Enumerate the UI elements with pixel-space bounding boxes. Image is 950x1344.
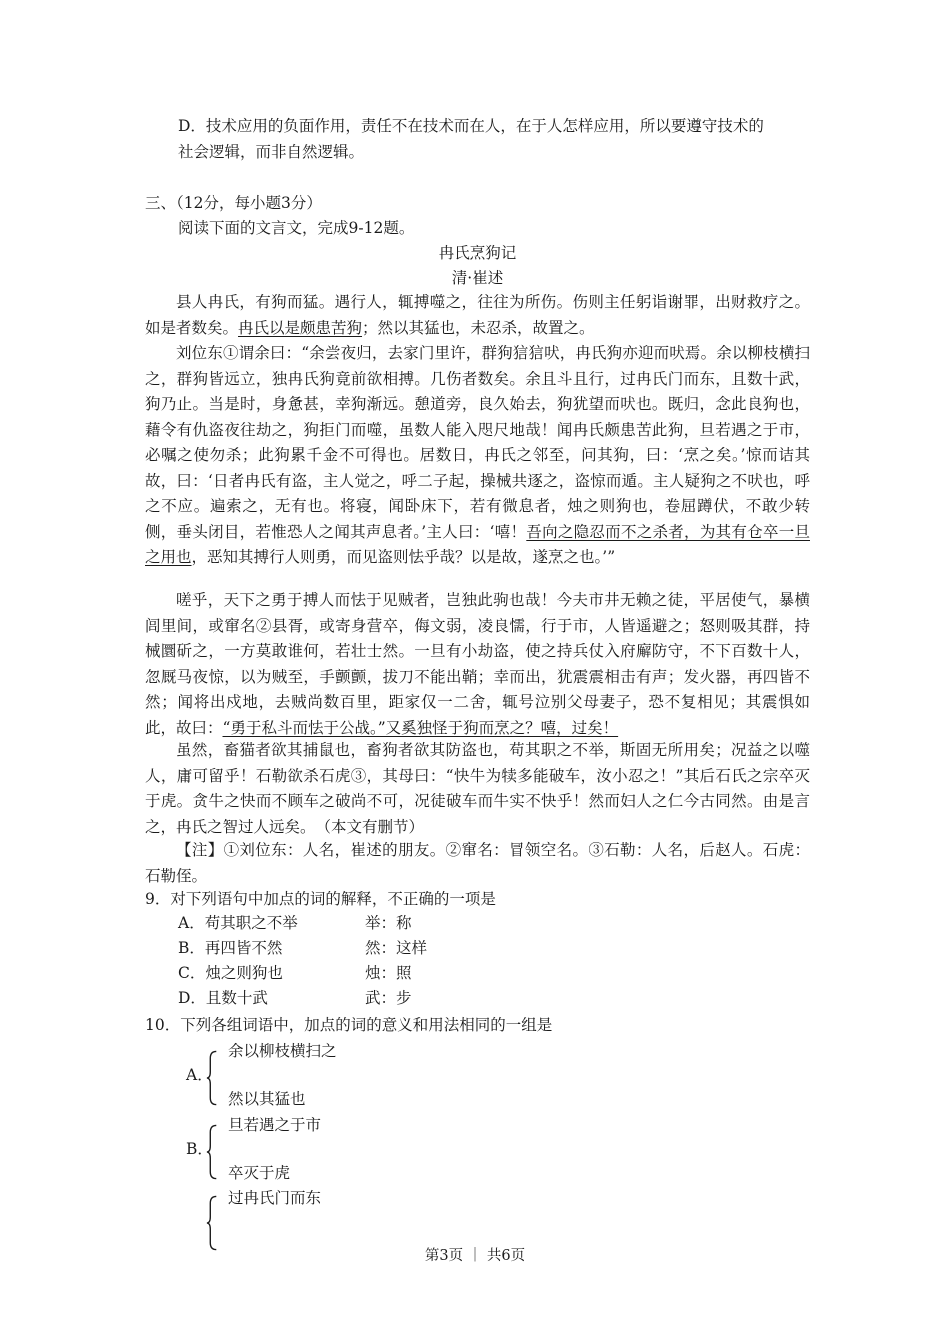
- underlined-sentence-1: 冉氏以是颇患苦狗: [238, 318, 363, 337]
- q9-option-d-gloss: 武：步: [365, 989, 412, 1007]
- passage-paragraph-2: 刘位东①谓余曰：“余尝夜归，去家门里许，群狗狺狺吠，冉氏狗亦迎而吠焉。余以柳枝横扫之，群狗皆远立，独冉氏狗竟前欲相搏。几伤者数矣。余且斗且行，过冉氏门而东，且数十武，狗乃止。当是时，身惫甚，幸狗渐远。憩道旁，良久始去，狗犹望而吠也。既归，念此良狗也，藉令有仇盗夜往劫之，狗拒门而噬，虽数人能入咫尺地哉！闻冉氏颇患苦此狗，旦若遇之于市，必嘱之使勿杀；此狗累千金不可得也。居数日，冉氏之邻至，问其狗，曰：‘烹之矣。’惊而诘其故，曰：‘日者冉氏有盗，主人觉之，呼二子起，操械共逐之，盗惊而遁。主人疑狗之不吠也，呼之不应。遍索之，无有也。将寝，闻卧床下，若有微息者，烛之则狗也，卷屈蹲伏，不敢少转侧，垂头闭目，若惟恐人之闻其声息者。’主人曰：‘嘻！吾向之隐忍而不之杀者，为其有仓卒一旦之用也，恶知其搏行人则勇，而见盗则怯乎哉？以是故，遂烹之也。’”: [145, 344, 810, 566]
- q10-group-a-bottom: 然以其猛也: [228, 1090, 306, 1108]
- passage-paragraph-1: 县人冉氏，有狗而猛。遇行人，辄搏噬之，往往为所伤。伤则主任躬诣谢罪，出财救疗之。如是者数矣。冉氏以是颇患苦狗；然以其猛也，未忍杀，故置之。: [145, 293, 810, 337]
- passage-author: 清·崔述: [451, 269, 504, 287]
- q10-group-b-top: 旦若遇之于市: [228, 1116, 322, 1134]
- section-heading: 三、（12分，每小题3分）: [145, 194, 322, 212]
- question-9-stem: 9．对下列语句中加点的词的解释，不正确的一项是: [145, 890, 496, 908]
- q9-option-c: C．烛之则狗也: [178, 964, 283, 982]
- section-instruction: 阅读下面的文言文，完成9-12题。: [178, 219, 415, 237]
- q10-group-a-top: 余以柳枝横扫之: [228, 1042, 337, 1060]
- passage-title: 冉氏烹狗记: [438, 244, 517, 262]
- page-footer: 第3页 ｜ 共6页: [424, 1248, 526, 1264]
- underlined-sentence-2: 吾向之隐忍而不之杀者，为其有仓卒一旦之用也: [145, 522, 810, 566]
- q9-option-b: B．再四皆不然: [178, 939, 283, 957]
- passage-paragraph-4: 虽然，畜猫者欲其捕鼠也，畜狗者欲其防盗也，苟其职之不举，斯固无所用矣；况益之以噬人，庸可留乎！石勒欲杀石虎③，其母曰：“快牛为犊多能破车，汝小忍之！”其后石氏之宗卒灭于虎。贪牛之快而不顾车之破尚不可，况徒破车而牛实不快乎！然而妇人之仁今古同然。由是言之，冉氏之智过人远矣。 （本文有删节）: [145, 741, 810, 836]
- d-option-line2: 社会逻辑，而非自然逻辑。: [178, 143, 365, 161]
- q9-option-a-gloss: 举：称: [365, 914, 412, 932]
- q10-group-b-bottom: 卒灭于虎: [228, 1164, 291, 1182]
- q10-group-c-top: 过冉氏门而东: [228, 1189, 322, 1207]
- passage-paragraph-3: 嗟乎，天下之勇于搏人而怯于见贼者，岂独此驹也哉！今夫市井无赖之徒，平居使气，暴横闾里间，或窜名②县胥，或寄身营卒，侮文弱，凌良懦，行于市，人皆遥避之；怒则吸其群，持械圜斫之，一方莫敢谁何，若壮士然。一旦有小劫盗，使之持兵仗入府廨防守，不下百数十人，忽厩马夜惊，以为贼至，手颤颤，拔刀不能出鞘；幸而出，犹震震相击有声；发火器，再四皆不然；闻将出戍地，去贼尚数百里，距家仅一二舍，辄号泣别父母妻子，恐不复相见；其震惧如此，故曰：“勇于私斗而怯于公战。”又奚独怪于狗而烹之？嘻，过矣！: [145, 591, 810, 737]
- q10-group-b-letter: B．: [186, 1140, 213, 1158]
- q9-option-b-gloss: 然：这样: [365, 939, 428, 957]
- passage-note: 【注】①刘位东：人名，崔述的朋友。②窜名：冒领空名。③石勒：人名，后赵人。石虎：石勒侄。: [145, 841, 810, 885]
- brace-icon: [206, 1045, 218, 1111]
- q9-option-c-gloss: 烛：照: [365, 964, 412, 982]
- q9-option-a: A．苟其职之不举: [178, 914, 298, 932]
- underlined-sentence-3: “勇于私斗而怯于公战。”又奚独怪于狗而烹之？嘻，过矣！: [222, 718, 619, 737]
- q10-group-a-letter: A．: [186, 1066, 213, 1084]
- brace-icon: [206, 1119, 218, 1185]
- q9-option-d: D．且数十武: [178, 989, 268, 1007]
- d-option-line1: D．技术应用的负面作用，责任不在技术而在人，在于人怎样应用，所以要遵守技术的: [178, 117, 764, 135]
- question-10-stem: 10．下列各组词语中，加点的词的意义和用法相同的一组是: [145, 1016, 553, 1034]
